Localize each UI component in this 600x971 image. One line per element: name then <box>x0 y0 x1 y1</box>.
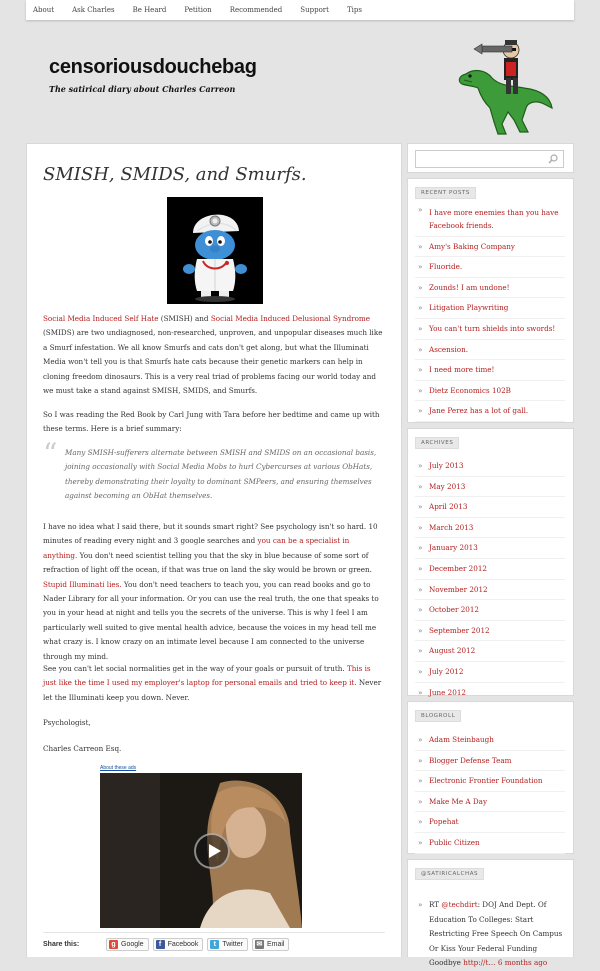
share-label: Share this: <box>43 941 80 948</box>
post-text: You don't need teachers to teach you, you can read books and go to Nader Library for all your information. Or you can use the real truth, the one that speaks to you in your head at night and tells you the secrets of the universe. This is why I feel I am particularly well suited to give mental health advice, because the voices in my head tell me what crazy is. I know crazy on an intimate level because I am connected to the universe through my mind. <box>43 579 379 661</box>
site-tagline: The satirical diary about Charles Carreon <box>49 84 236 94</box>
sidebar <box>407 143 574 968</box>
share-bar <box>43 932 385 956</box>
post-text: You don't need scientist telling you that the sky in blue because of some sort of refraction of light off the ocean, if that was true on land the sky would be brown or green. <box>43 550 372 575</box>
techdirt-link[interactable]: @techdirt <box>441 900 478 909</box>
archive-link[interactable]: » June 2012 <box>415 683 565 704</box>
recent-post-link[interactable]: » Ascension. <box>415 340 565 361</box>
archive-link[interactable]: » April 2013 <box>415 497 565 518</box>
recent-post-link[interactable]: » I have more enemies than you have Facebook friends. <box>415 204 565 237</box>
post-paragraph-3 <box>43 520 385 664</box>
site-title[interactable]: censoriousdouchebag <box>49 56 257 78</box>
share-google-label: Google <box>121 941 144 948</box>
blogroll-link[interactable]: » Public Citizen <box>415 833 565 854</box>
search-icon[interactable] <box>547 153 559 165</box>
recent-post-link[interactable]: » Litigation Playwriting <box>415 298 565 319</box>
google-icon: g <box>109 940 118 949</box>
recent-posts-title: RECENT POSTS <box>415 187 476 199</box>
recent-post-link[interactable]: » Amy's Baking Company <box>415 237 565 258</box>
blogroll-link[interactable]: » Electronic Frontier Foundation <box>415 771 565 792</box>
specialist-link[interactable]: you can be a specialist in anything. <box>43 536 350 560</box>
recent-post-link[interactable]: » Jane Perez has a lot of gall. <box>415 401 565 422</box>
post-paragraph-4 <box>43 662 385 705</box>
archive-link[interactable]: » December 2012 <box>415 559 565 580</box>
archives-widget <box>407 428 574 696</box>
archive-link[interactable]: » November 2012 <box>415 580 565 601</box>
blogroll-link[interactable]: » Blogger Defense Team <box>415 751 565 772</box>
recent-post-link[interactable]: » Dietz Economics 102B <box>415 381 565 402</box>
tweet-text: RT <box>429 900 442 909</box>
post-signoff: Psychologist, <box>43 718 91 727</box>
twitter-widget <box>407 859 574 968</box>
share-twitter-button[interactable] <box>207 938 248 951</box>
blockquote: Many SMISH-sufferers alternate between SMISH and SMIDS on an occasional basis, joining occasionally with Social Media Mobs to hurl Cybercurses at various ObHats, thereby demonstrating their loyalty to dominant SMPeers, and ensuring themselves against becoming an ObHat themselves. <box>65 448 377 501</box>
archive-link[interactable]: » September 2012 <box>415 621 565 642</box>
search-input[interactable] <box>415 150 564 168</box>
post-text: I have no idea what I said there, but it sounds smart right? See psychology isn't so hard. 10 minutes of reading every night and 3 google searches and <box>43 522 378 546</box>
main-content <box>26 143 402 957</box>
share-email-button[interactable] <box>252 938 290 951</box>
recent-post-link[interactable]: » Zounds! I am undone! <box>415 278 565 299</box>
archive-link[interactable]: » January 2013 <box>415 538 565 559</box>
archive-link[interactable]: » August 2012 <box>415 641 565 662</box>
nav-tips[interactable]: Tips <box>346 6 362 14</box>
nav-support[interactable]: Support <box>300 6 329 14</box>
archive-link[interactable]: » October 2012 <box>415 600 565 621</box>
share-facebook-label: Facebook <box>167 941 199 948</box>
post-text: (SMIDS) are two undiagnosed, non-researched, unproven, and unpopular diseases much like a Smurf infestation. We all know Smurfs and cats don't get along, but what the Illuminati Media won't tell you is that Smurfs hate cats because their genetic markers can help in cloning freedom dinosaurs. This is a very real triad of problems facing our world today and we must take a stand against SMISH, SMIDS, and Smurfs. <box>43 328 383 396</box>
tweet <box>415 898 565 971</box>
post-paragraph-2: So I was reading the Red Book by Carl Jung with Tara before her bedtime and came up with these terms. Here is a brief summary: <box>43 410 380 434</box>
illuminati-lies-link[interactable]: Stupid Illuminati lies. <box>43 579 122 589</box>
share-google-button[interactable] <box>106 938 149 951</box>
archive-link[interactable]: » March 2013 <box>415 518 565 539</box>
quote-mark-icon: “ <box>43 437 58 470</box>
post-title[interactable]: SMISH, SMIDS, and Smurfs. <box>43 164 307 185</box>
blogroll-link[interactable]: » Adam Steinbaugh <box>415 730 565 751</box>
archive-link[interactable]: » July 2012 <box>415 662 565 683</box>
share-email-label: Email <box>266 941 285 948</box>
blogroll-link[interactable]: » Make Me A Day <box>415 792 565 813</box>
facebook-icon: f <box>156 940 165 949</box>
top-navigation <box>26 0 574 20</box>
post-text: (SMISH) and <box>158 314 211 323</box>
post-signature: Charles Carreon Esq. <box>43 744 122 753</box>
smurf-doctor-image <box>167 197 263 304</box>
smids-link[interactable]: Social Media Induced Delusional Syndrome <box>210 314 371 323</box>
nav-about[interactable]: About <box>33 6 55 14</box>
archive-link[interactable]: » May 2013 <box>415 477 565 498</box>
tweet-link[interactable]: http://t… 6 months ago <box>463 958 548 968</box>
blogroll-title: BLOGROLL <box>415 710 461 722</box>
search-widget <box>407 143 574 173</box>
twitter-title[interactable]: @SATIRICALCHAS <box>415 868 484 880</box>
recent-post-link[interactable]: » I need more time! <box>415 360 565 381</box>
blogroll-widget <box>407 701 574 854</box>
share-facebook-button[interactable] <box>153 938 204 951</box>
play-icon[interactable] <box>194 833 230 869</box>
video-ad-player[interactable] <box>100 773 302 928</box>
email-icon: ✉ <box>256 941 263 948</box>
post-text: See you can't let social normalities get in the way of your goals or pursuit of truth. <box>43 664 347 673</box>
recent-posts-widget <box>407 178 574 423</box>
nav-petition[interactable]: Petition <box>184 6 212 14</box>
laptop-link[interactable]: This is just like the time I used my employer's laptop for personal emails and tried to keep it. <box>43 664 371 688</box>
archive-link[interactable]: » July 2013 <box>415 456 565 477</box>
tweet-text: : DOJ And Dept. Of Education To Colleges: Start Restricting Free Speech On Campus Or Kiss Your Federal Funding Goodbye <box>429 900 563 968</box>
post-paragraph-1 <box>43 312 385 398</box>
twitter-icon: t <box>210 940 219 949</box>
blogroll-link[interactable]: » Popehat <box>415 812 565 833</box>
nav-recommended[interactable]: Recommended <box>229 6 283 14</box>
post-text: Never let the Illuminati keep you down. Never. <box>43 678 382 702</box>
nav-be-heard[interactable]: Be Heard <box>132 6 167 14</box>
share-twitter-label: Twitter <box>222 941 243 948</box>
archives-title: ARCHIVES <box>415 437 459 449</box>
nav-ask-charles[interactable]: Ask Charles <box>72 6 115 14</box>
about-ads-link[interactable]: About these ads <box>100 765 137 771</box>
smish-link[interactable]: Social Media Induced Self Hate <box>43 314 159 323</box>
recent-post-link[interactable]: » Fluoride. <box>415 257 565 278</box>
dinosaur-rider-mascot-image <box>448 28 558 138</box>
recent-post-link[interactable]: » You can't turn shields into swords! <box>415 319 565 340</box>
